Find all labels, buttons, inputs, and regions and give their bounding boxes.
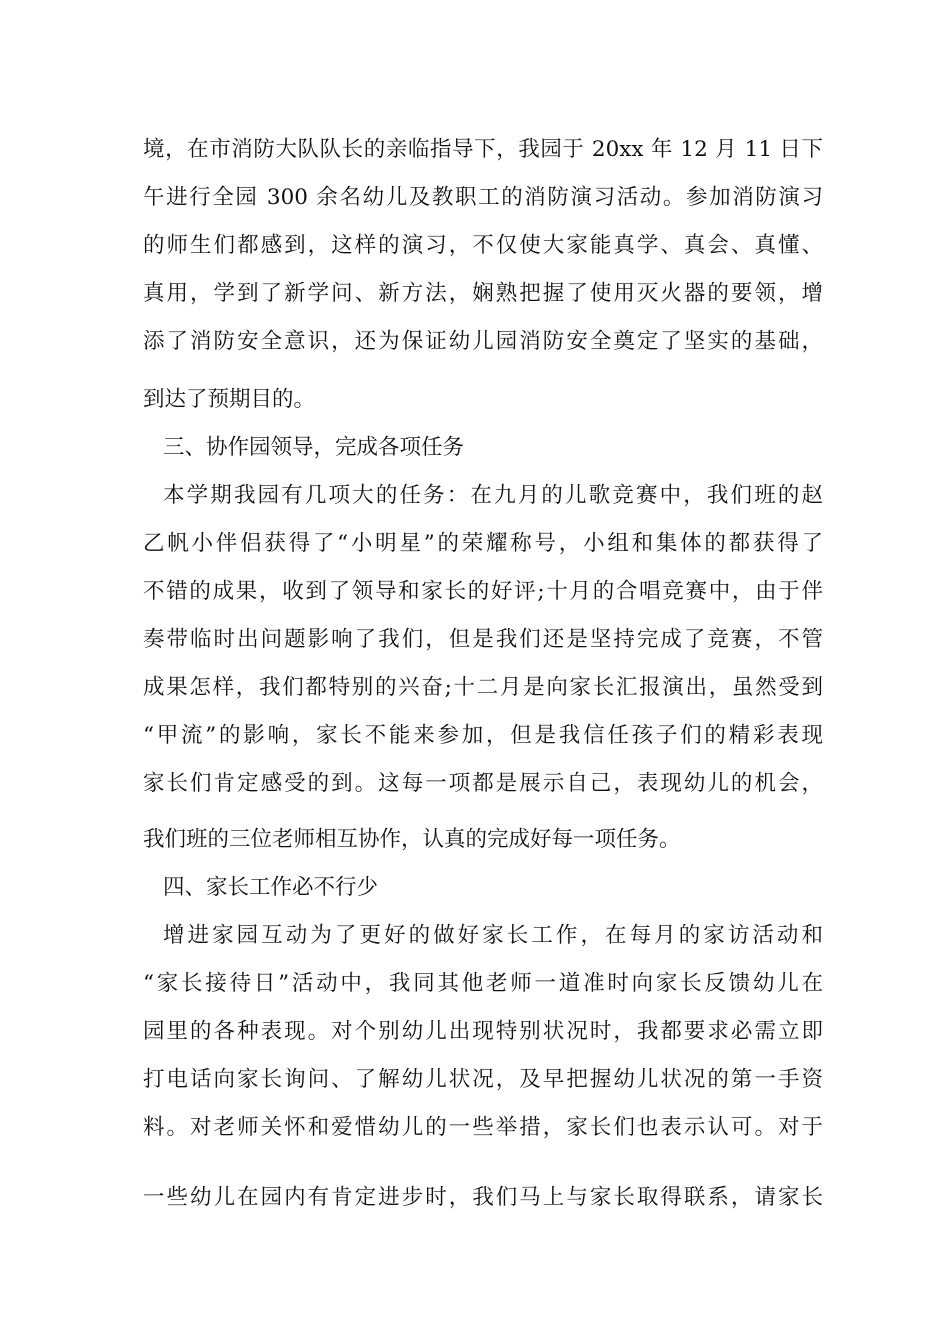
paragraph-line: 增进家园互动为了更好的做好家长工作，在每月的家访活动和 [163, 923, 823, 948]
paragraph-line: “家长接待日”活动中，我同其他老师一道准时向家长反馈幼儿在 [143, 971, 823, 996]
paragraph-line: 园里的各种表现。对个别幼儿出现特别状况时，我都要求必需立即 [143, 1019, 823, 1044]
section-heading: 三、协作园领导，完成各项任务 [163, 435, 465, 460]
paragraph-line: 料。对老师关怀和爱惜幼儿的一些举措，家长们也表示认可。对于 [143, 1115, 823, 1140]
paragraph-line: 本学期我园有几项大的任务：在九月的儿歌竞赛中，我们班的赵 [163, 483, 823, 508]
paragraph-line: 不错的成果，收到了领导和家长的好评;十月的合唱竞赛中，由于伴 [143, 579, 823, 604]
paragraph-line: 成果怎样，我们都特别的兴奋;十二月是向家长汇报演出，虽然受到 [143, 675, 823, 700]
paragraph-line: 一些幼儿在园内有肯定进步时，我们马上与家长取得联系，请家长 [143, 1185, 823, 1210]
paragraph-line: 午进行全园 300 余名幼儿及教职工的消防演习活动。参加消防演习 [143, 185, 823, 210]
paragraph-line: 我们班的三位老师相互协作，认真的完成好每一项任务。 [143, 827, 681, 852]
paragraph-line: 家长们肯定感受的到。这每一项都是展示自己，表现幼儿的机会， [143, 771, 823, 796]
paragraph-line: 打电话向家长询问、了解幼儿状况，及早把握幼儿状况的第一手资 [143, 1067, 823, 1092]
paragraph-line: 的师生们都感到，这样的演习，不仅使大家能真学、真会、真懂、 [143, 233, 823, 258]
paragraph-line: 境，在市消防大队队长的亲临指导下，我园于 20xx 年 12 月 11 日下 [143, 137, 823, 162]
paragraph-line: 奏带临时出问题影响了我们，但是我们还是坚持完成了竞赛，不管 [143, 627, 823, 652]
section-heading: 四、家长工作必不行少 [163, 875, 379, 900]
paragraph-line: 添了消防安全意识，还为保证幼儿园消防安全奠定了坚实的基础， [143, 329, 823, 354]
paragraph-line: 乙帆小伴侣获得了“小明星”的荣耀称号，小组和集体的都获得了 [143, 531, 823, 556]
paragraph-line: 到达了预期目的。 [143, 387, 316, 412]
paragraph-line: 真用，学到了新学问、新方法，娴熟把握了使用灭火器的要领，增 [143, 281, 823, 306]
paragraph-line: “甲流”的影响，家长不能来参加，但是我信任孩子们的精彩表现 [143, 723, 823, 748]
